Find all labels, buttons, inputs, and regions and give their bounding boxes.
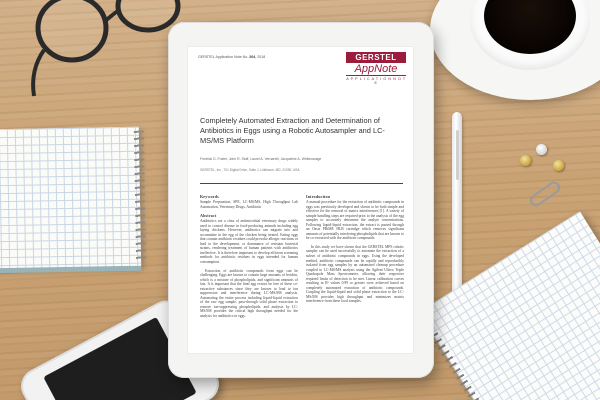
right-column — [306, 194, 404, 308]
keywords-heading: Keywords — [200, 194, 219, 199]
divider — [200, 183, 403, 184]
push-pin — [553, 160, 564, 171]
introduction-heading: Introduction — [306, 194, 331, 199]
document-page[interactable] — [188, 47, 413, 353]
document-title: Completely Automated Extraction and Determination of Antibiotics in Eggs using a Robotic Autosampler and LC-MS/MS Platform — [200, 116, 385, 145]
grid-notebook-right — [419, 211, 600, 400]
authors: Fredrick D. Foster, John R. Stuff, Laurel A. Vernarelli, Jacqueline A. Whitecavage — [200, 157, 322, 161]
push-pin — [520, 155, 531, 166]
pen — [452, 112, 462, 300]
tablet — [168, 22, 434, 378]
keywords-text: Sample Preparation, SPE, LC-MS/MS, High Throughput Lab Automation, Veterinary Drugs, Antibiotic — [200, 200, 298, 209]
paperclip — [528, 179, 563, 208]
left-column — [200, 194, 298, 323]
abstract-heading: Abstract — [200, 213, 217, 219]
grid-notebook-left — [0, 127, 141, 270]
introduction-paragraph: A manual procedure for the extraction of antibiotic compounds in eggs was previously developed and shown to be both simple and effective for the removal of matrix interferences [1]. A variety of sample handling steps are required prior to the analysis of the egg samples to accurately determine the analyte concentrations. Following liquid-liquid extraction, the extract is passed through an Oasis PRiME HLB cartridge which removes significant amounts of potentially interfering phospholipids that are known to be co-extracted with the antibiotic compounds. — [306, 200, 404, 241]
application-note-label: GERSTEL Application Note No. 204, 2018 — [198, 55, 266, 59]
affiliation: GERSTEL, Inc., 701 Digital Drive, Suite J, Linthicum, MD, 21090, USA — [200, 168, 300, 172]
push-pin — [536, 144, 547, 155]
gerstel-appnote-logo: GERSTEL AppNote A P P L I C A T I O N N O T E — [346, 53, 406, 85]
abstract-paragraph: Antibiotics are a class of antimicrobial veterinary drugs widely used to control disease in food-producing animals including egg laying chickens. However, antibiotics can migrate into and accumulate in the egg of the chicken being treated. Eating eggs that contain antibiotic residues could provoke allergic reactions or lead to the development, or dominance of resistant bacterial strains, rendering treatment of human patients with antibiotics ineffective. It is therefore important to develop efficient screening methods for antibiotic residues in eggs intended for human consumption. — [200, 219, 298, 265]
introduction-paragraph: In this study we have shown that the GERSTEL MPS robotic sampler can be used successfully to automate the extraction of a subset of antibiotic compounds in eggs. Using the developed method, antibiotic compounds can be rapidly and reproducibly isolated from egg samples by an automated cleanup procedure coupled to LC-MS/MS analysis using the Agilent Ultivo Triple Quadrupole Mass Spectrometer, allowing their respective required limits of detection to be met. Linear calibration curves resulting in R² values 0.99 or greater were achieved based on completely automated extraction of antibiotic compounds. Coupling the liquid-liquid and solid phase extraction to the LC-MS/MS provides high throughput and minimizes matrix interference from these food samples. — [306, 244, 404, 304]
abstract-paragraph: Extraction of antibiotic compounds from eggs can be challenging. Eggs are known to contain large amounts of lecithin, which is a mixture of phospholipids, and significant amounts of fats. It is important that the final egg extract be free of these co-extractive substances since they are known to lead to ion suppression and interference during LC-MS/MS analysis. Automating the entire process including liquid-liquid extraction of the raw egg sample, pass-through solid phase extraction to remove ion-suppressing phospholipids, and analysis by LC-MS/MS provides the critical high throughput needed for the analysis for antibiotics in eggs. — [200, 268, 298, 319]
